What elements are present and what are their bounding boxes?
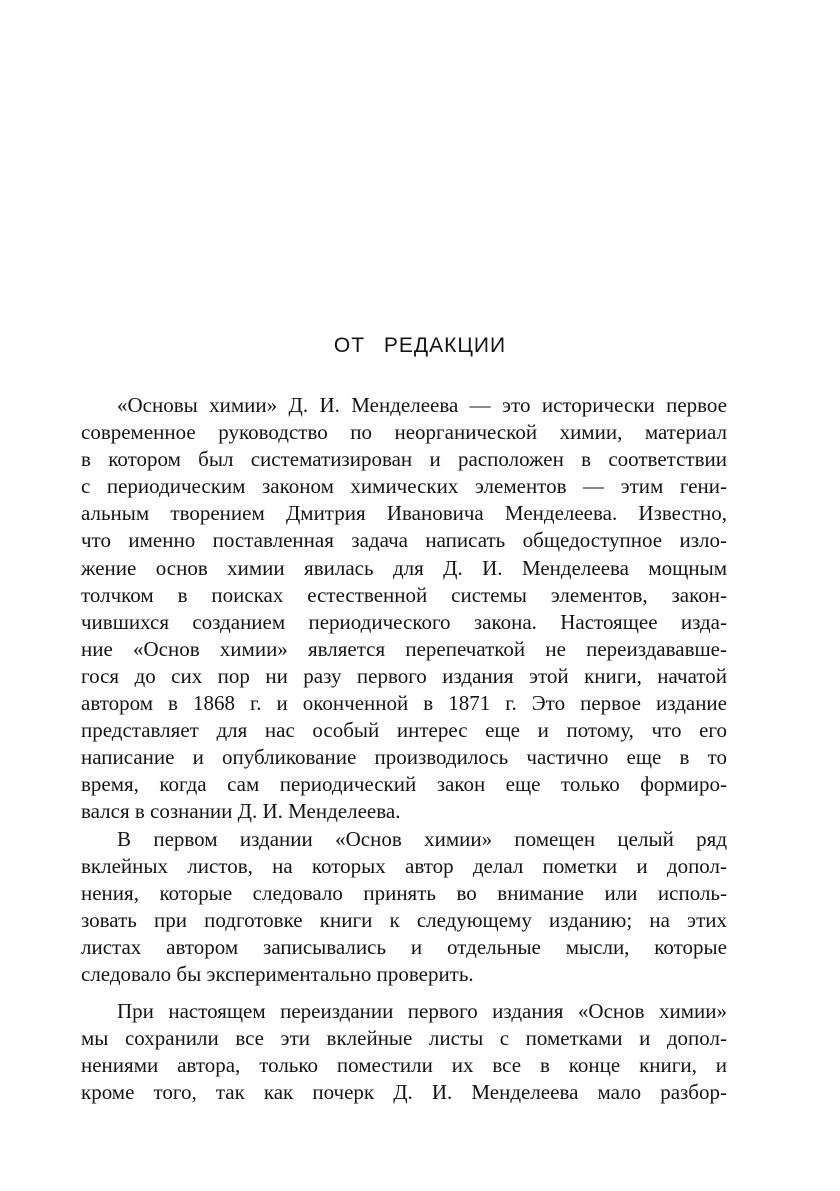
- paragraph-1: [81, 392, 727, 826]
- text-line: жение основ химии явилась для Д. И. Менделеева мощным: [81, 555, 727, 580]
- text-line: автором в 1868 г. и оконченной в 1871 г. Это первое издание: [81, 691, 727, 716]
- text-line: в котором был систематизирован и расположен в соответствии: [81, 447, 727, 472]
- text-line: современное руководство по неорганической химии, материал: [81, 420, 727, 445]
- paragraph-2: [81, 826, 727, 989]
- text-line: кроме того, так как почерк Д. И. Менделеева мало разбор-: [81, 1080, 727, 1105]
- paragraph-3: [81, 998, 727, 1106]
- text-line: альным творением Дмитрия Ивановича Менделеева. Известно,: [81, 501, 727, 526]
- text-line: написание и опубликование производилось частично еще в то: [81, 745, 727, 770]
- text-line: с периодическим законом химических элементов — этим гени-: [81, 474, 727, 499]
- text-line: что именно поставленная задача написать общедоступное изло-: [81, 528, 727, 553]
- text-line: ние «Основ химии» является перепечаткой не переиздававше-: [81, 636, 727, 661]
- text-line: листах автором записывались и отдельные мысли, которые: [81, 934, 727, 959]
- text-line: При настоящем переиздании первого издания «Основ химии»: [117, 999, 727, 1024]
- text-line: вался в сознании Д. И. Менделеева.: [81, 799, 401, 824]
- text-line: следовало бы экспериментально проверить.: [81, 961, 474, 986]
- text-line: В первом издании «Основ химии» помещен целый ряд: [117, 826, 727, 851]
- text-line: гося до сих пор ни разу первого издания этой книги, начатой: [81, 663, 727, 688]
- text-line: вклейных листов, на которых автор делал пометки и допол-: [81, 853, 727, 878]
- paragraph-gap: [81, 988, 727, 998]
- body-text: [81, 392, 727, 1106]
- text-line: «Основы химии» Д. И. Менделеева — это исторически первое: [117, 393, 727, 417]
- page-title: ОТ РЕДАКЦИИ: [333, 334, 507, 357]
- text-line: чившихся созданием периодического закона. Настоящее изда-: [81, 609, 727, 634]
- text-line: толчком в поисках естественной системы элементов, закон-: [81, 582, 727, 607]
- text-line: представляет для нас особый интерес еще и потому, что его: [81, 718, 727, 743]
- text-line: время, когда сам периодический закон еще только формиро-: [81, 772, 727, 797]
- text-line: мы сохранили все эти вклейные листы с пометками и допол-: [81, 1026, 727, 1051]
- text-line: нения, которые следовало принять во внимание или исполь-: [81, 880, 727, 905]
- text-line: нениями автора, только поместили их все в конце книги, и: [81, 1053, 727, 1078]
- text-line: зовать при подготовке книги к следующему изданию; на этих: [81, 907, 727, 932]
